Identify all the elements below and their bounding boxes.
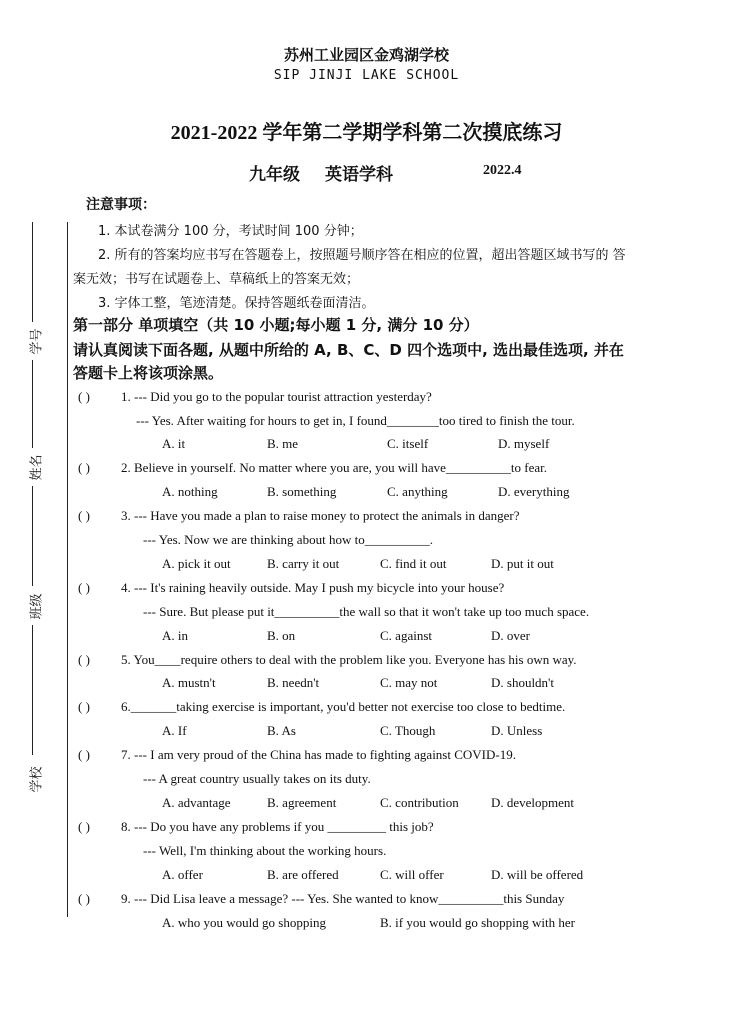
- option-a: A. mustn't: [162, 675, 216, 690]
- question-stem: 1. --- Did you go to the popular tourist attraction yesterday?: [121, 389, 432, 404]
- option-b: B. something: [267, 484, 337, 499]
- question-stem: 7. --- I am very proud of the China has made to fighting against COVID-19.: [121, 747, 516, 762]
- option-b: B. agreement: [267, 795, 337, 810]
- option-b: B. carry it out: [267, 556, 340, 571]
- question-stem: 3. --- Have you made a plan to raise money to protect the animals in danger?: [121, 508, 520, 523]
- side-underline: [32, 222, 33, 322]
- section-title: 第一部分 单项填空（共 10 小题;每小题 1 分, 满分 10 分）: [73, 316, 479, 334]
- option-b: B. if you would go shopping with her: [380, 915, 575, 930]
- answer-bracket[interactable]: ( ): [78, 580, 90, 595]
- option-c: C. will offer: [380, 867, 444, 882]
- student-name-label: 姓名: [29, 454, 45, 481]
- option-d: D. Unless: [491, 723, 543, 738]
- question-stem: --- Yes. After waiting for hours to get in, I found________too tired to finish the tour.: [136, 413, 575, 428]
- option-d: D. put it out: [491, 556, 554, 571]
- answer-bracket[interactable]: ( ): [78, 652, 90, 667]
- answer-bracket[interactable]: ( ): [78, 747, 90, 762]
- option-b: B. me: [267, 436, 299, 451]
- question-stem: 8. --- Do you have any problems if you _________ this job?: [121, 819, 434, 834]
- class-label: 班级: [29, 593, 45, 620]
- option-c: C. itself: [387, 436, 429, 451]
- question-stem: 2. Believe in yourself. No matter where you are, you will have__________to fear.: [121, 460, 547, 475]
- option-b: B. As: [267, 723, 296, 738]
- exam-date: 2022.4: [483, 163, 522, 178]
- side-underline: [32, 625, 33, 755]
- option-a: A. If: [162, 723, 187, 738]
- option-d: D. will be offered: [491, 867, 584, 882]
- question-stem: 5. You____require others to deal with the problem like you. Everyone has his own way.: [121, 652, 577, 667]
- side-underline: [32, 486, 33, 586]
- section-instruction: 请认真阅读下面各题, 从题中所给的 A, B、C、D 四个选项中, 选出最佳选项, 并在: [73, 341, 624, 359]
- option-b: B. are offered: [267, 867, 339, 882]
- exam-title: 2021-2022 学年第二学期学科第二次摸底练习: [170, 122, 563, 144]
- option-d: D. myself: [498, 436, 550, 451]
- option-c: C. find it out: [380, 556, 447, 571]
- question-stem: --- Well, I'm thinking about the working hours.: [143, 843, 387, 858]
- note-item: 3. 字体工整，笔迹清楚。保持答题纸卷面清洁。: [98, 296, 375, 311]
- note-item: 1. 本试卷满分 100 分，考试时间 100 分钟；: [98, 224, 363, 239]
- answer-bracket[interactable]: ( ): [78, 460, 90, 475]
- option-b: B. needn't: [267, 675, 320, 690]
- option-c: C. Though: [380, 723, 436, 738]
- question-stem: --- Yes. Now we are thinking about how to__________.: [143, 532, 433, 547]
- question-stem: 4. --- It's raining heavily outside. May I push my bicycle into your house?: [121, 580, 505, 595]
- answer-bracket[interactable]: ( ): [78, 508, 90, 523]
- answer-bracket[interactable]: ( ): [78, 819, 90, 834]
- side-underline: [32, 360, 33, 448]
- option-b: B. on: [267, 628, 296, 643]
- option-d: D. shouldn't: [491, 675, 555, 690]
- option-d: D. development: [491, 795, 575, 810]
- option-a: A. who you would go shopping: [162, 915, 326, 930]
- question-stem: 9. --- Did Lisa leave a message? --- Yes. She wanted to know__________this Sunday: [121, 891, 565, 906]
- option-c: C. against: [380, 628, 432, 643]
- answer-bracket[interactable]: ( ): [78, 699, 90, 714]
- option-c: C. contribution: [380, 795, 459, 810]
- option-a: A. advantage: [162, 795, 231, 810]
- option-d: D. over: [491, 628, 530, 643]
- option-c: C. anything: [387, 484, 448, 499]
- question-stem: --- A great country usually takes on its duty.: [143, 771, 371, 786]
- option-a: A. nothing: [162, 484, 218, 499]
- option-c: C. may not: [380, 675, 438, 690]
- option-a: A. it: [162, 436, 186, 451]
- note-item: 案无效；书写在试题卷上、草稿纸上的答案无效；: [73, 272, 360, 287]
- option-a: A. offer: [162, 867, 203, 882]
- option-a: A. pick it out: [162, 556, 231, 571]
- grade-label: 九年级: [249, 165, 300, 184]
- subject-label: 英语学科: [325, 165, 393, 184]
- question-stem: --- Sure. But please put it__________the wall so that it won't take up too much space.: [143, 604, 590, 619]
- school-name-cn: 苏州工业园区金鸡湖学校: [283, 48, 449, 64]
- notes-title: 注意事项：: [86, 197, 156, 213]
- school-name-en: SIP JINJI LAKE SCHOOL: [273, 68, 460, 83]
- binding-line: [67, 222, 68, 917]
- question-stem: 6._______taking exercise is important, you'd better not exercise too close to bedtime.: [121, 699, 566, 714]
- note-item: 2. 所有的答案均应书写在答题卷上，按照题号顺序答在相应的位置，超出答题区域书写的 答: [98, 248, 626, 263]
- answer-bracket[interactable]: ( ): [78, 891, 90, 906]
- option-d: D. everything: [498, 484, 570, 499]
- section-instruction: 答题卡上将该项涂黑。: [73, 364, 224, 382]
- student-number-label: 学号: [29, 328, 45, 355]
- answer-bracket[interactable]: ( ): [78, 389, 90, 404]
- school-label: 学校: [29, 766, 45, 793]
- option-a: A. in: [162, 628, 188, 643]
